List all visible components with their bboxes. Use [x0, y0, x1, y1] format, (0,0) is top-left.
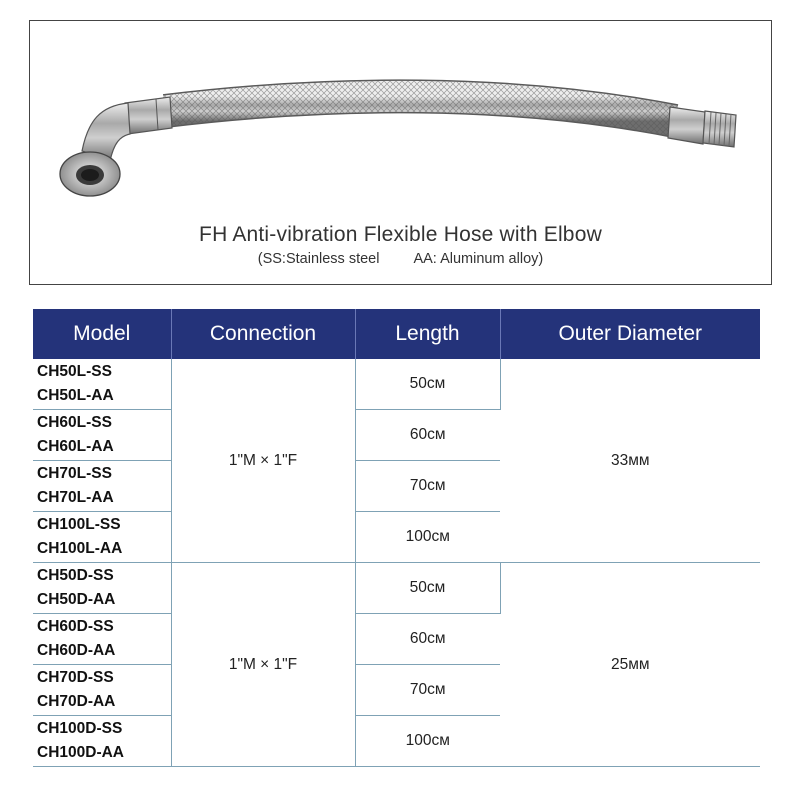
model-aa: CH50D-AA	[37, 591, 116, 608]
spec-table	[33, 309, 760, 767]
header-outer-diameter: Outer Diameter	[500, 309, 760, 359]
subtitle-aluminum: AA: Aluminum alloy)	[413, 251, 544, 267]
model-ss: CH60L-SS	[37, 414, 112, 431]
connection-cell: 1"M × 1"F	[171, 359, 355, 563]
model-aa: CH100L-AA	[37, 540, 123, 557]
length-cell: 50см	[355, 563, 500, 614]
model-aa: CH60D-AA	[37, 642, 116, 659]
product-subtitle	[30, 251, 771, 267]
table-row	[33, 359, 760, 410]
product-panel	[29, 20, 772, 285]
header-length: Length	[355, 309, 500, 359]
model-cell	[33, 359, 171, 410]
model-cell	[33, 614, 171, 665]
model-ss: CH70D-SS	[37, 669, 114, 686]
length-cell: 100см	[355, 512, 500, 563]
table-row	[33, 563, 760, 614]
model-cell	[33, 410, 171, 461]
outer-diameter-cell: 25мм	[500, 563, 760, 767]
length-cell: 100см	[355, 716, 500, 767]
model-aa: CH50L-AA	[37, 387, 114, 404]
model-ss: CH100D-SS	[37, 720, 123, 737]
header-connection: Connection	[171, 309, 355, 359]
model-aa: CH70D-AA	[37, 693, 116, 710]
model-ss: CH100L-SS	[37, 516, 121, 533]
length-cell: 70см	[355, 665, 500, 716]
model-cell	[33, 461, 171, 512]
model-cell	[33, 716, 171, 767]
length-cell: 50см	[355, 359, 500, 410]
model-aa: CH100D-AA	[37, 744, 124, 761]
subtitle-stainless: (SS:Stainless steel	[257, 251, 380, 267]
model-cell	[33, 563, 171, 614]
model-ss: CH70L-SS	[37, 465, 112, 482]
connection-cell: 1"M × 1"F	[171, 563, 355, 767]
model-ss: CH50D-SS	[37, 567, 114, 584]
model-ss: CH60D-SS	[37, 618, 114, 635]
length-cell: 60см	[355, 614, 500, 665]
model-aa: CH60L-AA	[37, 438, 114, 455]
header-model: Model	[33, 309, 171, 359]
model-ss: CH50L-SS	[37, 363, 112, 380]
product-title: FH Anti-vibration Flexible Hose with Elbow	[199, 223, 602, 246]
outer-diameter-cell: 33мм	[500, 359, 760, 563]
length-cell: 70см	[355, 461, 500, 512]
model-aa: CH70L-AA	[37, 489, 114, 506]
length-cell: 60см	[355, 410, 500, 461]
table-header-row	[33, 309, 760, 359]
flexible-hose-image	[30, 21, 770, 221]
model-cell	[33, 512, 171, 563]
model-cell	[33, 665, 171, 716]
